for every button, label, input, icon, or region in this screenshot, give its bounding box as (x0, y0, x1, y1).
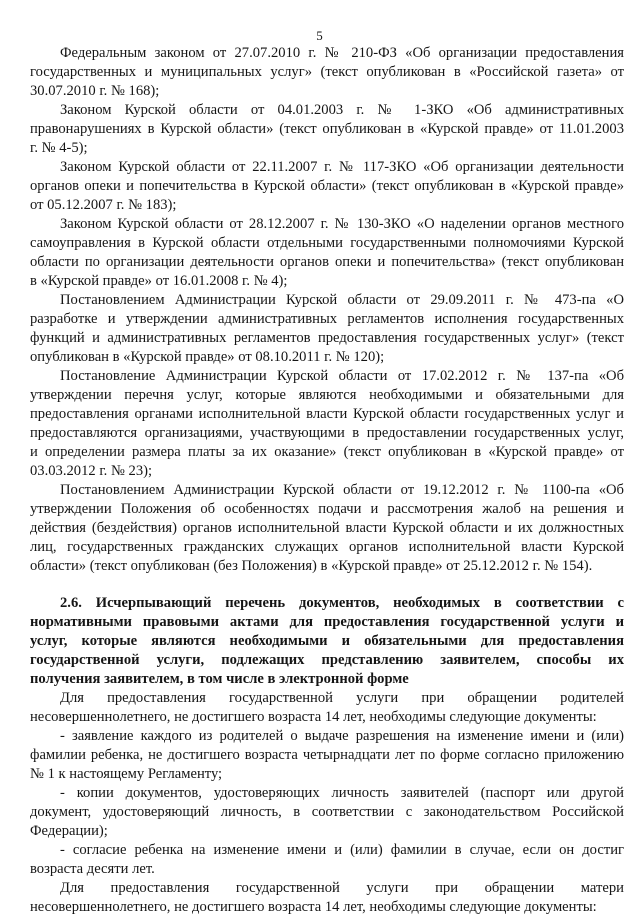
heading-line: услуг, которые являются необходимыми и обязательными для предоставления (30, 633, 624, 649)
text-line: 03.03.2012 г. № 23); (30, 463, 153, 479)
heading-line: получения заявителем, в том числе в электронной форме (30, 671, 409, 687)
text-line: предоставляются организациями, участвующими в предоставлении государственных услуг, (30, 425, 624, 441)
text-line: Постановлением Администрации Курской области от 19.12.2012 г. № 1100-па «Об (60, 482, 624, 498)
text-line: самоуправления в Курской области отдельными государственными полномочиями Курской (30, 235, 624, 251)
legal-act-paragraph (30, 101, 624, 158)
text-line: разработке и утверждении административных регламентов исполнения государственных (30, 311, 624, 327)
text-line: Законом Курской области от 04.01.2003 г. № 1-ЗКО «Об административных (60, 102, 624, 118)
text-line: Законом Курской области от 28.12.2007 г. № 130-ЗКО «О наделении органов местного (60, 216, 624, 232)
text-line: - копии документов, удостоверяющих личность заявителей (паспорт или другой (60, 785, 624, 801)
text-line: фамилии ребенка, не достигшего возраста четырнадцати лет по форме согласно приложению (30, 747, 624, 763)
spacer (30, 576, 624, 594)
heading-line: государственной услуги, подлежащих представлению заявителем, способы их (30, 652, 624, 668)
body-paragraph (30, 841, 624, 879)
body-paragraph (30, 784, 624, 841)
text-line: области» (текст опубликован (без Положения) в «Курской правде» от 25.12.2012 г. № 154). (30, 558, 593, 574)
text-line: Федерации); (30, 823, 108, 839)
text-line: Постановлением Администрации Курской области от 29.09.2011 г. № 473-па «О (60, 292, 624, 308)
text-line: Федеральным законом от 27.07.2010 г. № 210-ФЗ «Об организации предоставления (60, 45, 624, 61)
text-line: области по организации деятельности органов опеки и попечительства» (текст опубликован (30, 254, 624, 270)
text-line: Для предоставления государственной услуги при обращении матери (60, 880, 624, 896)
text-line: утверждении Положения об особенностях подачи и рассмотрения жалоб на решения и (30, 501, 624, 517)
text-line: № 1 к настоящему Регламенту; (30, 766, 223, 782)
body-paragraph (30, 727, 624, 784)
text-line: 30.07.2010 г. № 168); (30, 83, 160, 99)
section-2-6-heading (30, 594, 624, 689)
text-line: возраста десяти лет. (30, 861, 155, 877)
section-2-6-body (30, 689, 624, 917)
text-line: Законом Курской области от 22.11.2007 г. № 117-ЗКО «Об организации деятельности (60, 159, 624, 175)
text-line: Для предоставления государственной услуги при обращении родителей (60, 690, 624, 706)
legal-act-paragraph (30, 291, 624, 367)
text-line: - заявление каждого из родителей о выдаче разрешения на изменение имени и (или) (60, 728, 624, 744)
body-paragraph (30, 879, 624, 917)
legal-act-paragraph (30, 481, 624, 576)
heading-line: нормативными правовыми актами для предоставления государственной услуги и (30, 614, 624, 630)
text-line: предоставления органами исполнительной власти Курской области государственных услуг и (30, 406, 624, 422)
text-line: в «Курской правде» от 16.01.2008 г. № 4); (30, 273, 288, 289)
page-number: 5 (316, 28, 323, 43)
legal-acts-list (30, 44, 624, 576)
text-line: функций и административных регламентов предоставления государственных услуг» (текст (30, 330, 624, 346)
body-paragraph (30, 689, 624, 727)
text-line: утверждении перечня услуг, которые являются необходимыми и обязательными для (30, 387, 624, 403)
text-line: органов опеки и попечительства в Курской области» (текст опубликован в «Курской правде» (30, 178, 624, 194)
text-line: Постановление Администрации Курской области от 17.02.2012 г. № 137-па «Об (60, 368, 624, 384)
text-line: г. № 4-5); (30, 140, 88, 156)
text-line: государственных и муниципальных услуг» (текст опубликован в «Российской газета» от (30, 64, 624, 80)
text-line: несовершеннолетнего, не достигшего возраста 14 лет, необходимы следующие документы: (30, 899, 597, 915)
text-line: от 05.12.2007 г. № 183); (30, 197, 177, 213)
text-line: и определении размера платы за их оказание» (текст опубликован в «Курской правде» от (30, 444, 624, 460)
legal-act-paragraph (30, 158, 624, 215)
document-text (30, 44, 624, 917)
text-line: документ, удостоверяющий личность, в соответствии с законодательством Российской (30, 804, 624, 820)
heading-line: 2.6. Исчерпывающий перечень документов, необходимых в соответствии с (60, 595, 624, 611)
legal-act-paragraph (30, 367, 624, 481)
text-line: лиц, государственных гражданских служащих органов исполнительной власти Курской (30, 539, 624, 555)
text-line: - согласие ребенка на изменение имени и (или) фамилии в случае, если он достиг (60, 842, 624, 858)
legal-act-paragraph (30, 215, 624, 291)
legal-act-paragraph (30, 44, 624, 101)
text-line: действия (бездействия) органов исполнительной власти Курской области и их должностных (30, 520, 624, 536)
text-line: правонарушениях в Курской области» (текст опубликован в «Курской правде» от 11.01.2003 (30, 121, 624, 137)
text-line: опубликован в «Курской правде» от 08.10.2011 г. № 120); (30, 349, 385, 365)
text-line: несовершеннолетнего, не достигшего возраста 14 лет, необходимы следующие документы: (30, 709, 597, 725)
